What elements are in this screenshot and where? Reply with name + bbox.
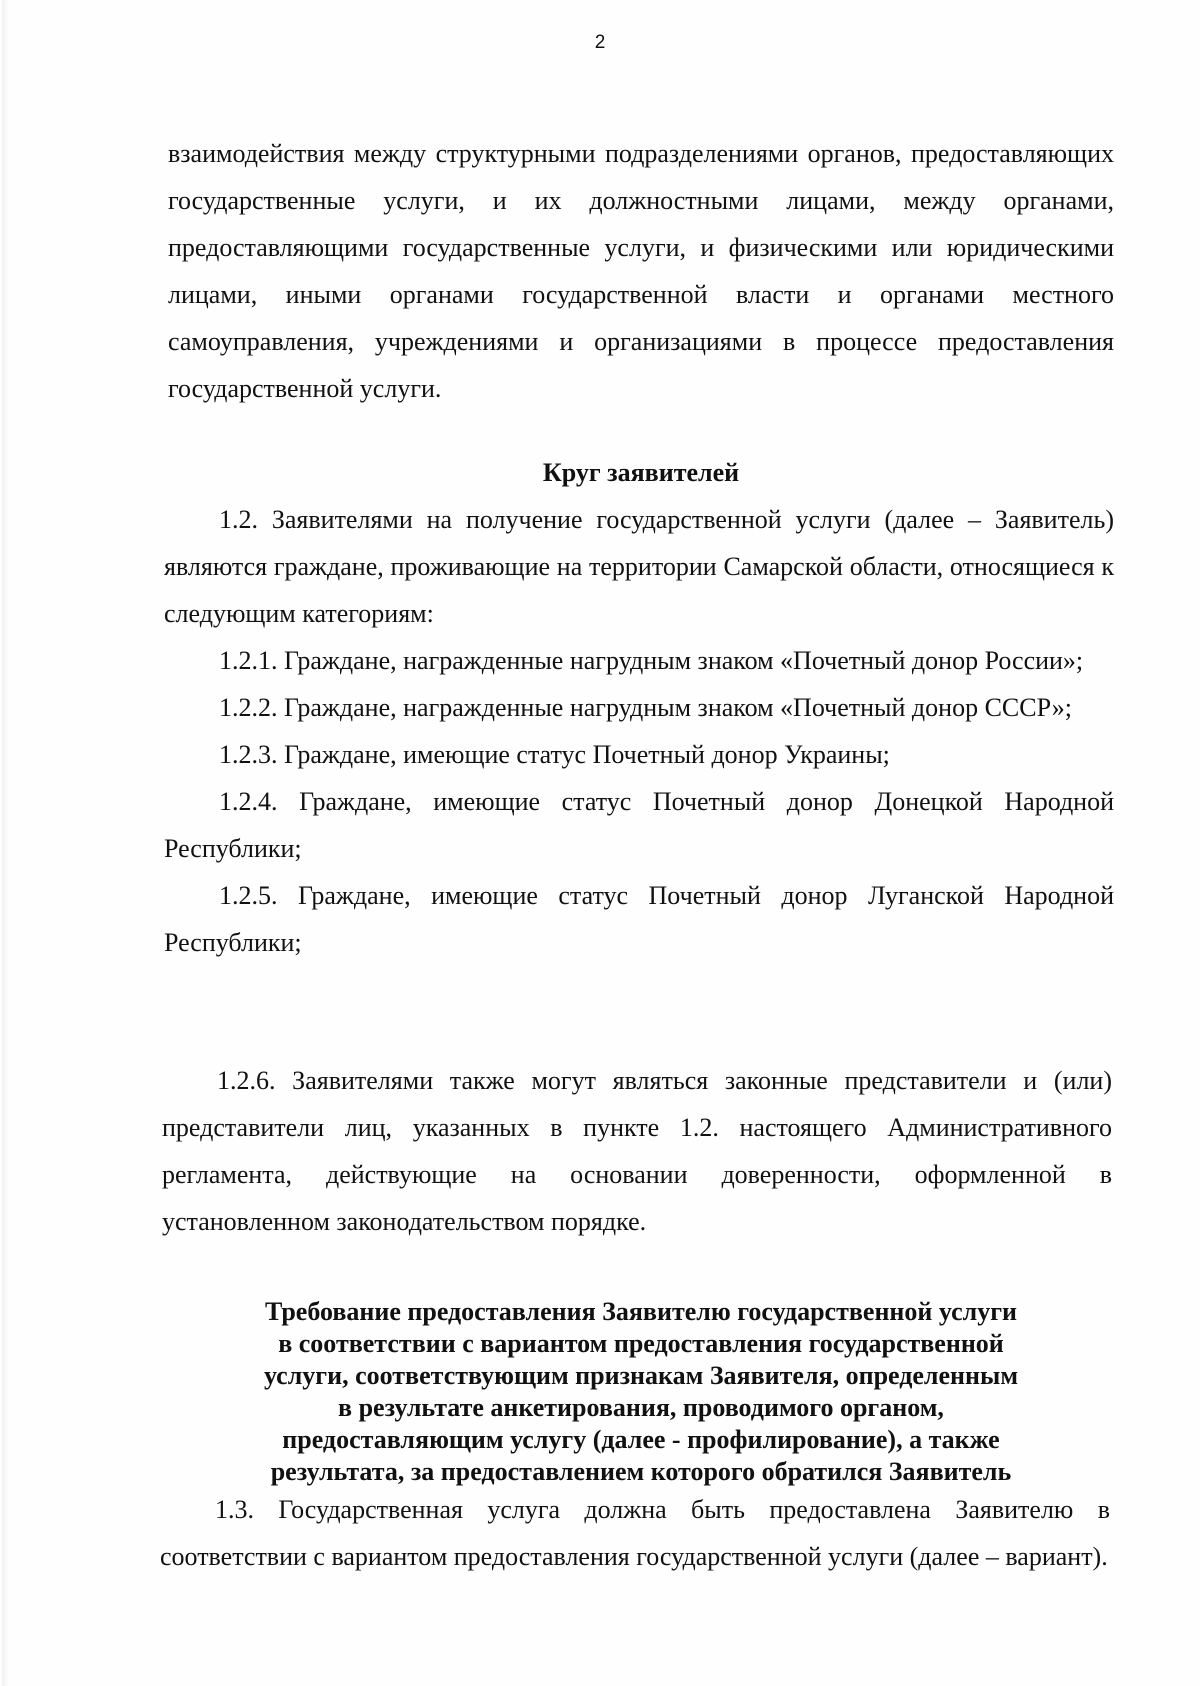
paragraph-1-2-6: 1.2.6. Заявителями также могут являться законные представители и (или) представители лиц, указанных в пункте 1.2. настоящего Административного регламента, действующие на основании доверенности, оформленной в установленном законодательством порядке. (162, 1066, 1112, 1236)
intro-paragraph-block (168, 130, 1114, 412)
heading-line-1: Требование предоставления Заявителю государственной услуги (264, 1297, 1018, 1326)
heading-line-4: в результате анкетирования, проводимого органом, (338, 1393, 944, 1422)
variant-paragraph-block (160, 1486, 1110, 1580)
applicants-paragraphs (164, 496, 1114, 966)
paragraph-continuation: взаимодействия между структурными подразделениями органов, предоставляющих государственные услуги, и их должностными лицами, между органами, предоставляющими государственные услуги, и физическими или юридическими лицами, иными органами государственной власти и органами местного самоуправления, учреждениями и организациями в процессе предоставления государственной услуги. (168, 139, 1114, 403)
scan-edge (2, 0, 8, 1686)
paragraph-1-2-1: 1.2.1. Граждане, награжденные нагрудным знаком «Почетный донор России»; (219, 646, 1084, 675)
section-heading-requirement (168, 1296, 1114, 1488)
heading-line-3: услуги, соответствующим признакам Заявителя, определенным (263, 1361, 1019, 1390)
heading-line-6: результата, за предоставлением которого обратился Заявитель (270, 1457, 1012, 1486)
page-number: 2 (594, 32, 606, 53)
paragraph-1-2-5: 1.2.5. Граждане, имеющие статус Почетный донор Луганской Народной Республики; (164, 881, 1114, 957)
heading-line-2: в соответствии с вариантом предоставления государственной (278, 1329, 1004, 1358)
paragraph-1-2-4: 1.2.4. Граждане, имеющие статус Почетный донор Донецкой Народной Республики; (164, 787, 1114, 863)
section-heading-applicants (168, 449, 1114, 496)
heading-line-5: предоставляющим услугу (далее - профилирование), а также (282, 1425, 1000, 1454)
heading-text: Круг заявителей (542, 458, 740, 487)
paragraph-1-2: 1.2. Заявителями на получение государственной услуги (далее – Заявитель) являются граждане, проживающие на территории Самарской области, относящиеся к следующим категориям: (164, 505, 1114, 628)
paragraph-1-3: 1.3. Государственная услуга должна быть предоставлена Заявителю в соответствии с вариантом предоставления государственной услуги (далее – вариант). (160, 1495, 1110, 1571)
paragraph-1-2-2: 1.2.2. Граждане, награжденные нагрудным знаком «Почетный донор СССР»; (219, 693, 1072, 722)
paragraph-1-2-3: 1.2.3. Граждане, имеющие статус Почетный донор Украины; (219, 740, 890, 769)
representatives-paragraph-block (162, 1057, 1112, 1245)
